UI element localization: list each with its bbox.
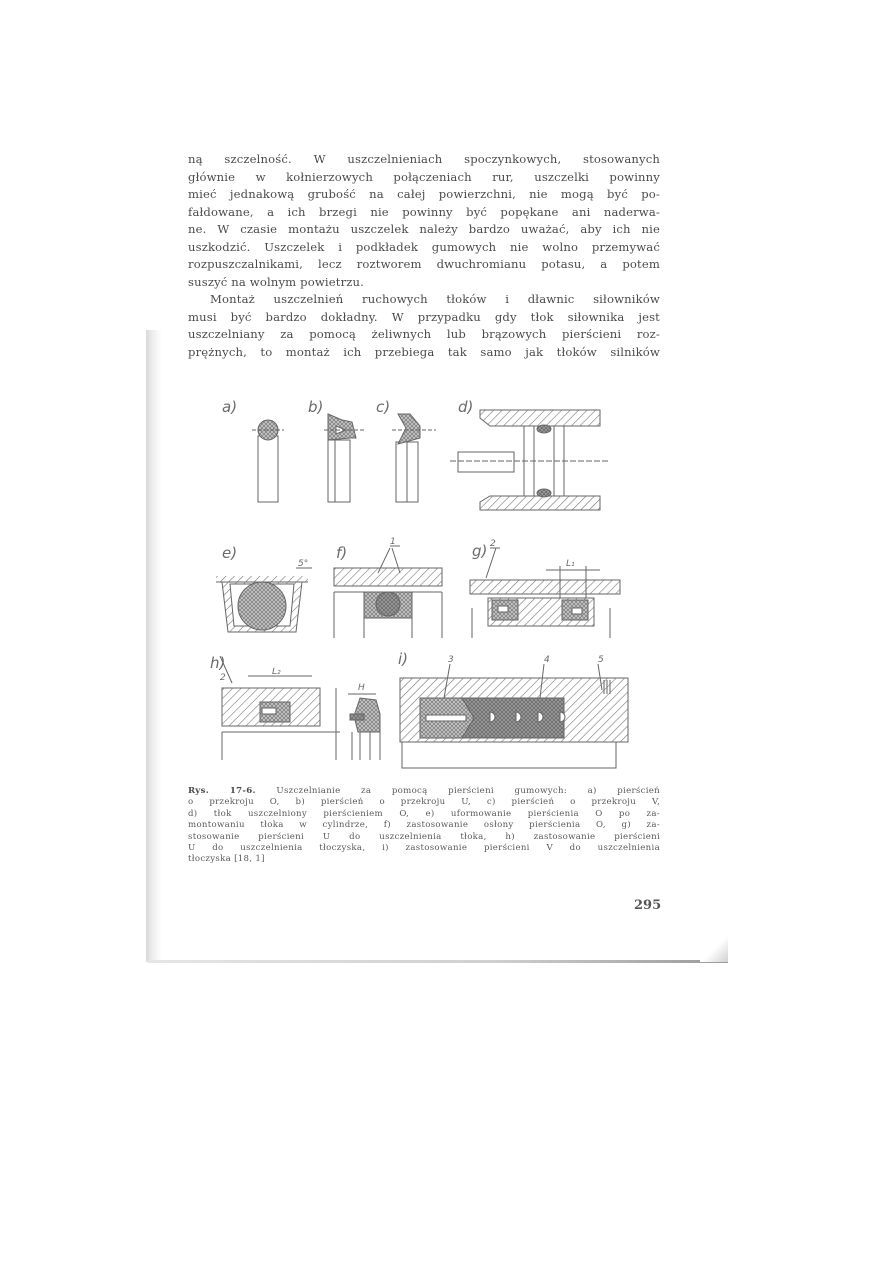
panel-b: [324, 414, 366, 502]
caption-line: o przekroju O, b) pierścień o przekroju U, c) pierścień o przekroju V,: [188, 797, 660, 808]
text-line: rozpuszczalnikami, lecz roztworem dwuchromianu potasu, a potem: [188, 257, 660, 271]
panel-g: [470, 548, 620, 638]
seal-diagrams: [200, 398, 640, 776]
text-line: mieć jednakową grubość na całej powierzchni, nie mogą być po-: [188, 187, 660, 201]
panel-d: [450, 410, 610, 510]
svg-text:3: 3: [448, 655, 454, 665]
text-line: musi być bardzo dokładny. W przypadku gdy tłok siłownika jest: [188, 309, 660, 324]
svg-text:4: 4: [544, 655, 550, 665]
svg-text:L₂: L₂: [272, 667, 281, 677]
svg-text:a): a): [222, 398, 238, 416]
caption-line: U do uszczelnienia tłoczyska, i) zastosowanie pierścieni V do uszczelnienia: [188, 843, 660, 854]
svg-text:b): b): [308, 398, 324, 416]
svg-text:c): c): [376, 398, 391, 416]
text-line: ne. W czasie montażu uszczelek należy bardzo uważać, aby ich nie: [188, 222, 660, 236]
text-line: głównie w kołnierzowych połączeniach rur, uszczelki powinny: [188, 169, 660, 184]
caption-line: Rys. 17-6. Uszczelnianie za pomocą pierścieni gumowych: a) pierścień: [188, 786, 660, 796]
panel-h: [220, 656, 380, 760]
text-line: uszkodzić. Uszczelek i podkładek gumowych nie wolno przemywać: [188, 239, 660, 254]
figure-17-6: [200, 398, 640, 776]
text-line: uszczelniany za pomocą żeliwnych lub brązowych pierścieni roz-: [188, 327, 660, 341]
caption-line: d) tłok uszczelniony pierścieniem O, e) uformowanie pierścienia O po za-: [188, 808, 660, 819]
svg-text:g): g): [472, 542, 488, 560]
page-number: 295: [634, 898, 662, 913]
text-line: prężnych, to montaż ich przebiega tak samo jak tłoków silników: [188, 344, 660, 359]
caption-line: montowaniu tłoka w cylindrze, f) zastosowanie osłony pierścienia O, g) za-: [188, 820, 660, 831]
svg-text:e): e): [222, 544, 238, 562]
caption-line: tłoczyska [18, 1]: [188, 854, 265, 865]
page-bottom-edge: [148, 960, 728, 963]
text-line: ną szczelność. W uszczelnieniach spoczynkowych, stosowanych: [188, 152, 660, 166]
panel-f: [334, 546, 442, 638]
panel-a: [252, 420, 284, 502]
panel-e: [216, 568, 312, 632]
panel-i: [400, 664, 628, 768]
svg-text:5°: 5°: [298, 559, 309, 569]
panel-c: [392, 414, 436, 502]
text-line: fałdowane, a ich brzegi nie powinny być popękane ani naderwa-: [188, 204, 660, 219]
page-binding-shadow: [146, 330, 162, 962]
figure-number: Rys. 17-6.: [188, 786, 256, 796]
svg-text:h): h): [210, 654, 226, 672]
svg-text:2: 2: [220, 673, 226, 683]
svg-text:5: 5: [598, 655, 604, 665]
svg-text:i): i): [398, 650, 409, 668]
svg-text:L₁: L₁: [566, 559, 575, 569]
svg-text:2: 2: [490, 539, 496, 549]
paragraph-1: [188, 151, 660, 291]
caption-line: stosowanie pierścieni U do uszczelnienia tłoka, h) zastosowanie pierścieni: [188, 831, 660, 842]
page-corner-curl: [700, 930, 728, 962]
svg-text:1: 1: [390, 537, 396, 547]
text-line: suszyć na wolnym powietrzu.: [188, 274, 364, 289]
paragraph-2: [188, 291, 660, 361]
body-text: [188, 151, 660, 361]
text-line: Montaż uszczelnień ruchowych tłoków i dławnic siłowników: [210, 292, 660, 306]
figure-caption: [188, 786, 660, 866]
svg-text:H: H: [358, 683, 365, 693]
svg-text:f): f): [336, 544, 348, 562]
svg-text:d): d): [458, 398, 474, 416]
